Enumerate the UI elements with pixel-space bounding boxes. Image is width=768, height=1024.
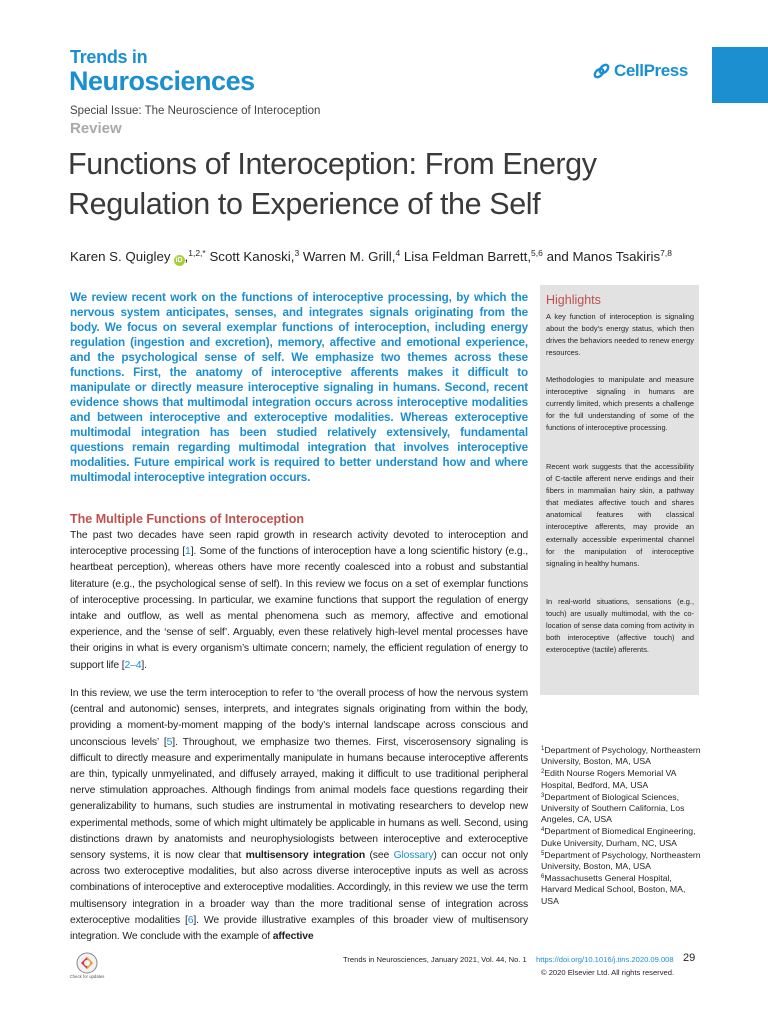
copyright-notice: © 2020 Elsevier Ltd. All rights reserved. <box>541 968 675 977</box>
text-run: The past two decades have seen rapid growth in research activity devoted to interoception and interoceptive processing [ <box>70 530 528 558</box>
glossary-link[interactable]: Glossary <box>393 850 434 862</box>
cellpress-logo[interactable] <box>592 61 688 81</box>
highlight-item: Recent work suggests that the accessibility of C-tactile afferent nerve endings and their fibers in mammalian hairy skin, a pathway that mediates affective touch and shares anatomical features with classical interoceptive afferents, may provide an externally accessible experimental channel for the manipulation of interoceptive signaling in healthy humans. <box>546 462 694 568</box>
author-name[interactable]: Scott Kanoski, <box>209 249 295 264</box>
affiliation-number: 4 <box>541 827 545 834</box>
journal-citation: Trends in Neurosciences, January 2021, Vol. 44, No. 1 <box>343 955 527 964</box>
highlight-item: Methodologies to manipulate and measure interoceptive signaling in humans are currently limited, which presents a challenge for the full understanding of some of the functions of interoceptive processing. <box>546 375 694 433</box>
affiliation-number: 3 <box>541 792 545 799</box>
body-paragraph <box>70 528 528 674</box>
cellpress-link-icon <box>592 62 611 81</box>
orcid-icon[interactable]: iD <box>175 257 183 264</box>
body-paragraph <box>70 686 528 945</box>
affiliations <box>541 744 701 907</box>
crossmark-badge[interactable] <box>69 951 105 985</box>
text-run: ]. We provide illustrative examples of this broader view of multisensory integration. We conclude with the example of <box>70 914 529 943</box>
author-name[interactable]: Warren M. Grill, <box>302 249 396 264</box>
reference-link[interactable]: 2–4 <box>124 659 142 671</box>
highlight-item: A key function of interoception is signaling about the body’s energy status, which then drives the behaviors needed to renew energy resources. <box>546 312 694 358</box>
affiliation-item <box>541 849 701 872</box>
author-name[interactable]: Lisa Feldman Barrett, <box>403 249 532 264</box>
author-name[interactable]: and Manos Tsakiris <box>546 249 661 264</box>
highlight-item: In real-world situations, sensations (e.g., touch) are usually multimodal, with the co-location of sense data coming from activity in both interoceptive (affective touch) and exteroceptive (tactile) afferents. <box>546 597 694 655</box>
affiliation-text: Massachusetts General Hospital, Harvard Medical School, Boston, MA, USA <box>541 873 686 906</box>
text-run: ]. Throughout, we emphasize two themes. First, viscerosensory signaling is difficult to directly measure and experimentally manipulate in humans because interoceptive afferents are thin, typically unmyelinated, and diffusely arrayed, making it difficult to use traditional peripheral nerve stimulation approaches. Although findings from animal models face questions regarding their generalizability to humans, such studies are instrumental in motivating researchers to develop new experimental methods, some of which might ultimately be applicable in humans as well. Second, using distinctions drawn by anatomists and neurophysiologists between interoceptive and exteroceptive sensory systems, it is now clear that <box>70 736 529 862</box>
affiliation-text: Department of Biomedical Engineering, Duke University, Durham, NC, USA <box>541 826 696 848</box>
text-run: ) can occur not only across two exteroceptive modalities, but also across diverse interoceptive inputs as well as across combinations of interoceptive and exteroceptive modalities. Accordingly, in this review we use the term multisensory integration in a broader way than the more traditional sense of integration across exteroceptive modalities [ <box>70 850 528 926</box>
section-heading: The Multiple Functions of Interoception <box>70 512 305 526</box>
article-title: Functions of Interoception: From Energy Regulation to Experience of the Self <box>68 147 597 221</box>
publisher-name: CellPress <box>614 61 688 80</box>
journal-name: Neurosciences <box>69 66 255 96</box>
reference-link[interactable]: 6 <box>187 914 194 926</box>
affiliation-item <box>541 791 701 826</box>
affiliation-text: Department of Psychology, Northeastern University, Boston, MA, USA <box>541 745 701 767</box>
author-affiliation-sup: 7,8 <box>660 248 672 258</box>
page-number: 29 <box>683 952 696 964</box>
affiliation-text: Department of Psychology, Northeastern University, Boston, MA, USA <box>541 849 701 872</box>
glossary-term: multisensory integration <box>245 850 366 862</box>
affiliation-item <box>541 825 701 848</box>
affiliation-item <box>541 872 701 907</box>
text-run: (see <box>365 850 394 862</box>
author-affiliation-sup: 1,2,* <box>188 248 206 258</box>
corner-color-block <box>712 47 768 103</box>
author-affiliation-sup: 4 <box>395 248 401 258</box>
affiliation-text: Edith Nourse Rogers Memorial VA Hospital, Bedford, MA, USA <box>541 768 676 790</box>
reference-link[interactable]: 1 <box>185 546 191 558</box>
crossmark-icon <box>69 951 105 985</box>
affiliation-item <box>541 744 701 767</box>
affiliation-number: 1 <box>541 746 545 752</box>
author-affiliation-sup: 3 <box>294 248 300 258</box>
affiliation-number: 2 <box>541 769 545 776</box>
doi-link[interactable]: https://doi.org/10.1016/j.tins.2020.09.008 <box>536 955 674 964</box>
journal-trends-label: Trends in <box>70 47 148 67</box>
affiliation-text: Department of Biological Sciences, University of Southern California, Los Angeles, CA, USA <box>541 791 685 825</box>
text-run: ]. Some of the functions of interoception have a long scientific history (e.g., heartbeat perception), whereas others have more recently coalesced into a robust and substantial literature (e.g., the psychological sense of self). In this review we focus on a set of exemplar functions of interoceptive processing. In particular, we examine functions that support the regulation of energy intake and outflow, as well as mental phenomena such as memory, affective and emotional experience, and the ‘sense of self’. Arguably, even these relatively high-level mental processes have their origins in what is every organism’s ultimate concern; namely, the efficient regulation of energy to support life [ <box>70 546 528 671</box>
article-type-label: Review <box>70 120 122 137</box>
reference-link[interactable]: 5 <box>166 736 173 748</box>
author-affiliation-sup: 5,6 <box>531 248 543 258</box>
glossary-term: affective <box>272 931 314 943</box>
affiliation-number: 6 <box>541 874 545 881</box>
abstract: We review recent work on the functions of interoceptive processing, by which the nervous system anticipates, senses, and integrates signals originating from the body. We focus on several exemplar functions of interoception, including energy regulation (ingestion and excretion), memory, affective and emotional experience, and the psychological sense of self. We emphasize two themes across these functions. First, the anatomy of interoceptive afferents makes it difficult to manipulate or directly measure interoceptive signaling in humans. Second, recent evidence shows that multimodal integration occurs across interoceptive modalities and between interoceptive and exteroceptive modalities. Whereas exteroceptive multimodal integration has been studied relatively extensively, fundamental questions remain regarding multimodal integration that involves interoceptive modalities. Future empirical work is required to better understand how and where multimodal interoceptive integration occurs. <box>70 291 528 484</box>
affiliation-item <box>541 767 701 790</box>
text-run: In this review, we use the term interoception to refer to ‘the overall process of how the nervous system (central and autonomic) senses, interprets, and integrates signals originating from within the body, providing a moment-by-moment mapping of the body’s internal landscape across conscious and unconscious levels’ [ <box>70 688 528 748</box>
author-name[interactable]: Karen S. Quigley <box>70 249 171 264</box>
text-run: ]. <box>141 659 147 671</box>
highlights-title: Highlights <box>546 293 601 307</box>
crossmark-label: Check for updates <box>69 974 105 979</box>
special-issue-label: Special Issue: The Neuroscience of Interoception <box>70 105 321 117</box>
affiliation-number: 5 <box>541 850 545 857</box>
author-list: Karen S. Quigley iD ,$^{1,2,*}$ Scott Kanoski,$^3$ Warren M. Grill,$^4$ Lisa Feldman Barrett,$^{5,6}$ and Manos Tsakiris$^{7,8}$ <box>70 248 672 264</box>
